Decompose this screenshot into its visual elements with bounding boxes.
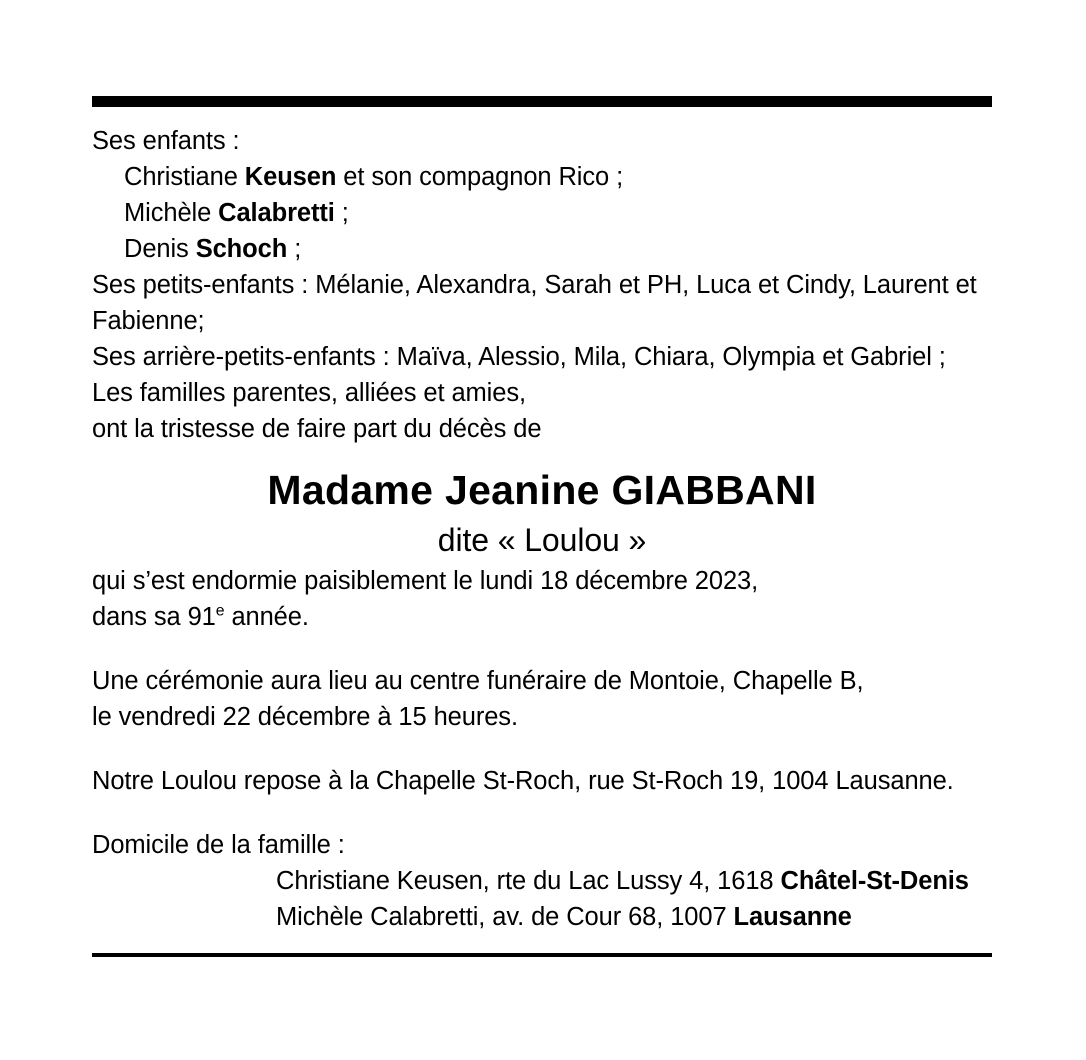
death-age-ordinal: e: [215, 602, 225, 620]
ceremony-line-1: Une cérémonie aura lieu au centre funéraire de Montoie, Chapelle B,: [92, 667, 864, 695]
domicile-address: [92, 863, 992, 899]
notice-body: [92, 107, 992, 935]
child-entry: [92, 195, 992, 231]
repose-line: Notre Loulou repose à la Chapelle St-Roch, rue St-Roch 19, 1004 Lausanne.: [92, 767, 954, 795]
bottom-rule: [92, 953, 992, 957]
death-age-line: [92, 599, 992, 635]
domicile-label: Domicile de la famille :: [92, 831, 345, 859]
child-entry: [92, 159, 992, 195]
families-line: Les familles parentes, alliées et amies,: [92, 379, 526, 407]
top-rule: [92, 96, 992, 107]
child-surname: Schoch: [195, 235, 288, 263]
domicile-address-pre: Michèle Calabretti, av. de Cour 68, 1007: [276, 903, 734, 931]
domicile-address-pre: Christiane Keusen, rte du Lac Lussy 4, 1618: [276, 867, 781, 895]
children-label: Ses enfants :: [92, 127, 240, 155]
child-pre: Denis: [124, 235, 196, 263]
child-surname: Calabretti: [218, 199, 335, 227]
deceased-name-block: [92, 447, 992, 563]
obituary-notice: [92, 0, 992, 957]
child-surname: Keusen: [244, 163, 337, 191]
domicile-address: [92, 899, 992, 935]
spacer: [92, 635, 992, 663]
domicile-address-city: Châtel-St-Denis: [780, 867, 969, 895]
domicile-address-city: Lausanne: [733, 903, 852, 931]
ceremony-line-2: le vendredi 22 décembre à 15 heures.: [92, 703, 518, 731]
spacer: [92, 799, 992, 827]
child-pre: Michèle: [124, 199, 219, 227]
deceased-alias: dite « Loulou »: [437, 522, 647, 558]
death-date-line: qui s’est endormie paisiblement le lundi 18 décembre 2023,: [92, 567, 759, 595]
death-age-pre: dans sa 91: [92, 603, 216, 631]
child-post: ;: [287, 235, 302, 263]
child-post: et son compagnon Rico ;: [336, 163, 624, 191]
child-pre: Christiane: [124, 163, 245, 191]
death-age-post: année.: [224, 603, 309, 631]
child-entry: [92, 231, 992, 267]
deceased-name: Madame Jeanine GIABBANI: [267, 467, 817, 513]
spacer: [92, 735, 992, 763]
child-post: ;: [334, 199, 349, 227]
announcement-line: ont la tristesse de faire part du décès de: [92, 415, 542, 443]
great-grandchildren-line: Ses arrière-petits-enfants : Maïva, Alessio, Mila, Chiara, Olympia et Gabriel ;: [92, 343, 946, 371]
grandchildren-line: Ses petits-enfants : Mélanie, Alexandra, Sarah et PH, Luca et Cindy, Laurent et Fabienne;: [92, 271, 984, 335]
